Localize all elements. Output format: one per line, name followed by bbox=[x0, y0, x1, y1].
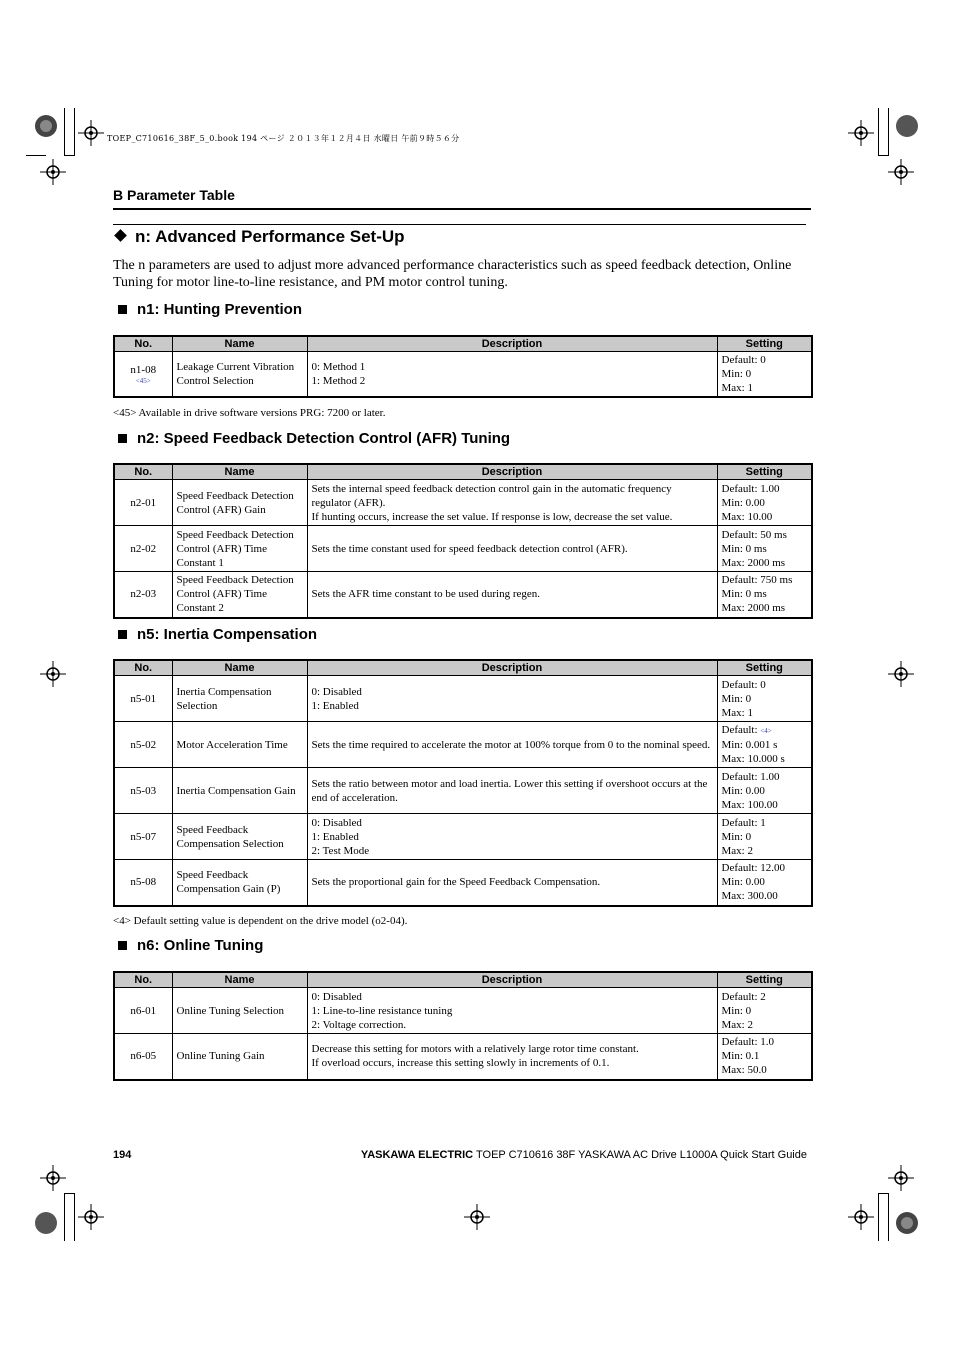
param-name: Leakage Current Vibration Control Selection bbox=[172, 352, 307, 398]
diamond-bullet-icon bbox=[114, 229, 127, 242]
param-name: Speed Feedback Detection Control (AFR) Gain bbox=[172, 480, 307, 526]
crosshair-icon bbox=[464, 1204, 490, 1230]
param-no: n1-08 <45> bbox=[114, 352, 172, 398]
table-header-row bbox=[114, 972, 812, 988]
param-name: Inertia Compensation Selection bbox=[172, 676, 307, 722]
table-row bbox=[114, 572, 812, 618]
header-rule bbox=[113, 208, 811, 210]
param-no: n5-02 bbox=[114, 722, 172, 768]
crosshair-icon bbox=[40, 661, 66, 687]
table-row bbox=[114, 352, 812, 398]
table-row bbox=[114, 722, 812, 768]
table-row bbox=[114, 988, 812, 1034]
param-name: Inertia Compensation Gain bbox=[172, 768, 307, 814]
table-row bbox=[114, 676, 812, 722]
registration-dial-icon bbox=[34, 114, 58, 138]
table-row bbox=[114, 860, 812, 906]
crosshair-icon bbox=[888, 159, 914, 185]
column-header-setting: Setting bbox=[717, 464, 812, 480]
section-rule bbox=[113, 224, 806, 225]
param-name: Speed Feedback Compensation Gain (P) bbox=[172, 860, 307, 906]
parameter-table-n2 bbox=[113, 463, 813, 619]
param-description: Sets the internal speed feedback detection control gain in the automatic frequency regulator (AFR). If hunting occurs, increase the set value. If response is low, decrease the set value. bbox=[307, 480, 717, 526]
table-header-row bbox=[114, 336, 812, 352]
subsection-title-n6: n6: Online Tuning bbox=[118, 937, 263, 954]
section-title bbox=[116, 227, 405, 247]
param-no: n5-07 bbox=[114, 814, 172, 860]
param-name: Speed Feedback Detection Control (AFR) Time Constant 1 bbox=[172, 526, 307, 572]
column-header-description: Description bbox=[307, 464, 717, 480]
param-name: Motor Acceleration Time bbox=[172, 722, 307, 768]
square-bullet-icon bbox=[118, 630, 127, 639]
footer-doc: TOEP C710616 38F YASKAWA AC Drive L1000A Quick Start Guide bbox=[476, 1149, 807, 1161]
footnote-ref-link[interactable]: <45> bbox=[135, 376, 151, 385]
column-header-name: Name bbox=[172, 972, 307, 988]
footer-brand: YASKAWA ELECTRIC bbox=[360, 1149, 474, 1161]
column-header-setting: Setting bbox=[717, 660, 812, 676]
column-header-name: Name bbox=[172, 660, 307, 676]
print-slug: TOEP_C710616_38F_5_0.book 194 ページ ２０１３年１２月４日 水曜日 午前９時５６分 bbox=[107, 134, 460, 143]
crosshair-icon bbox=[78, 1204, 104, 1230]
param-description: Sets the time constant used for speed feedback detection control (AFR). bbox=[307, 526, 717, 572]
registration-dial-icon bbox=[895, 114, 919, 138]
subsection-title-n2: n2: Speed Feedback Detection Control (AFR) Tuning bbox=[118, 430, 510, 447]
param-no: n2-03 bbox=[114, 572, 172, 618]
column-header-setting: Setting bbox=[717, 972, 812, 988]
column-header-name: Name bbox=[172, 464, 307, 480]
footer-guide bbox=[361, 1149, 807, 1161]
section-title-text: n: Advanced Performance Set-Up bbox=[135, 227, 405, 246]
square-bullet-icon bbox=[118, 305, 127, 314]
intro-paragraph: The n parameters are used to adjust more advanced performance characteristics such as speed feedback detection, Online Tuning for motor line-to-line resistance, and PM motor control tuning. bbox=[113, 258, 792, 290]
subsection-title-n5: n5: Inertia Compensation bbox=[118, 626, 317, 643]
column-header-no: No. bbox=[114, 336, 172, 352]
footnote-45: <45> Available in drive software versions PRG: 7200 or later. bbox=[113, 407, 386, 419]
param-description: Decrease this setting for motors with a relatively large rotor time constant. If overload occurs, increase this setting slowly in increments of 0.1. bbox=[307, 1034, 717, 1080]
param-description: Sets the AFR time constant to be used during regen. bbox=[307, 572, 717, 618]
parameter-table-n5 bbox=[113, 659, 813, 907]
column-header-no: No. bbox=[114, 464, 172, 480]
table-row bbox=[114, 526, 812, 572]
square-bullet-icon bbox=[118, 434, 127, 443]
param-name: Speed Feedback Compensation Selection bbox=[172, 814, 307, 860]
column-header-no: No. bbox=[114, 660, 172, 676]
param-no: n6-01 bbox=[114, 988, 172, 1034]
column-header-name: Name bbox=[172, 336, 307, 352]
page-number: 194 bbox=[113, 1149, 132, 1161]
param-setting: Default: 750 ms Min: 0 ms Max: 2000 ms bbox=[717, 572, 812, 618]
crosshair-icon bbox=[40, 1165, 66, 1191]
column-header-description: Description bbox=[307, 660, 717, 676]
crosshair-icon bbox=[888, 661, 914, 687]
param-description: 0: Disabled 1: Enabled bbox=[307, 676, 717, 722]
subsection-title-n1: n1: Hunting Prevention bbox=[118, 301, 302, 318]
param-no: n5-08 bbox=[114, 860, 172, 906]
param-setting: Default: 2 Min: 0 Max: 2 bbox=[717, 988, 812, 1034]
param-setting: Default: 1.00 Min: 0.00 Max: 100.00 bbox=[717, 768, 812, 814]
crosshair-icon bbox=[40, 159, 66, 185]
footnote-4: <4> Default setting value is dependent on the drive model (o2-04). bbox=[113, 915, 408, 927]
table-row bbox=[114, 1034, 812, 1080]
crosshair-icon bbox=[848, 1204, 874, 1230]
param-description: Sets the proportional gain for the Speed Feedback Compensation. bbox=[307, 860, 717, 906]
param-no: n2-01 bbox=[114, 480, 172, 526]
param-setting: Default: 1 Min: 0 Max: 2 bbox=[717, 814, 812, 860]
param-setting: Default: 50 ms Min: 0 ms Max: 2000 ms bbox=[717, 526, 812, 572]
param-no: n5-03 bbox=[114, 768, 172, 814]
param-setting: Default: 1.00 Min: 0.00 Max: 10.00 bbox=[717, 480, 812, 526]
registration-dial-icon bbox=[895, 1211, 919, 1235]
param-description: Sets the time required to accelerate the motor at 100% torque from 0 to the nominal speed. bbox=[307, 722, 717, 768]
column-header-setting: Setting bbox=[717, 336, 812, 352]
table-row bbox=[114, 480, 812, 526]
param-setting: Default: <4> Min: 0.001 s Max: 10.000 s bbox=[717, 722, 812, 768]
param-setting: Default: 1.0 Min: 0.1 Max: 50.0 bbox=[717, 1034, 812, 1080]
table-row bbox=[114, 768, 812, 814]
param-setting: Default: 12.00 Min: 0.00 Max: 300.00 bbox=[717, 860, 812, 906]
running-header: B Parameter Table bbox=[113, 187, 235, 203]
table-header-row bbox=[114, 660, 812, 676]
crosshair-icon bbox=[78, 120, 104, 146]
column-header-description: Description bbox=[307, 336, 717, 352]
table-header-row bbox=[114, 464, 812, 480]
param-description: 0: Disabled 1: Enabled 2: Test Mode bbox=[307, 814, 717, 860]
param-no: n2-02 bbox=[114, 526, 172, 572]
param-name: Speed Feedback Detection Control (AFR) Time Constant 2 bbox=[172, 572, 307, 618]
column-header-no: No. bbox=[114, 972, 172, 988]
parameter-table-n6 bbox=[113, 971, 813, 1081]
column-header-description: Description bbox=[307, 972, 717, 988]
crosshair-icon bbox=[888, 1165, 914, 1191]
param-setting: Default: 0 Min: 0 Max: 1 bbox=[717, 676, 812, 722]
param-no: n6-05 bbox=[114, 1034, 172, 1080]
registration-dial-icon bbox=[34, 1211, 58, 1235]
param-description: 0: Disabled 1: Line-to-line resistance tuning 2: Voltage correction. bbox=[307, 988, 717, 1034]
param-setting: Default: 0 Min: 0 Max: 1 bbox=[717, 352, 812, 398]
param-no: n5-01 bbox=[114, 676, 172, 722]
param-name: Online Tuning Gain bbox=[172, 1034, 307, 1080]
footnote-ref-link[interactable]: <4> bbox=[760, 727, 772, 735]
param-name: Online Tuning Selection bbox=[172, 988, 307, 1034]
param-description: Sets the ratio between motor and load inertia. Lower this setting if overshoot occurs at the end of acceleration. bbox=[307, 768, 717, 814]
param-description: 0: Method 1 1: Method 2 bbox=[307, 352, 717, 398]
crosshair-icon bbox=[848, 120, 874, 146]
parameter-table-n1 bbox=[113, 335, 813, 398]
square-bullet-icon bbox=[118, 941, 127, 950]
table-row bbox=[114, 814, 812, 860]
